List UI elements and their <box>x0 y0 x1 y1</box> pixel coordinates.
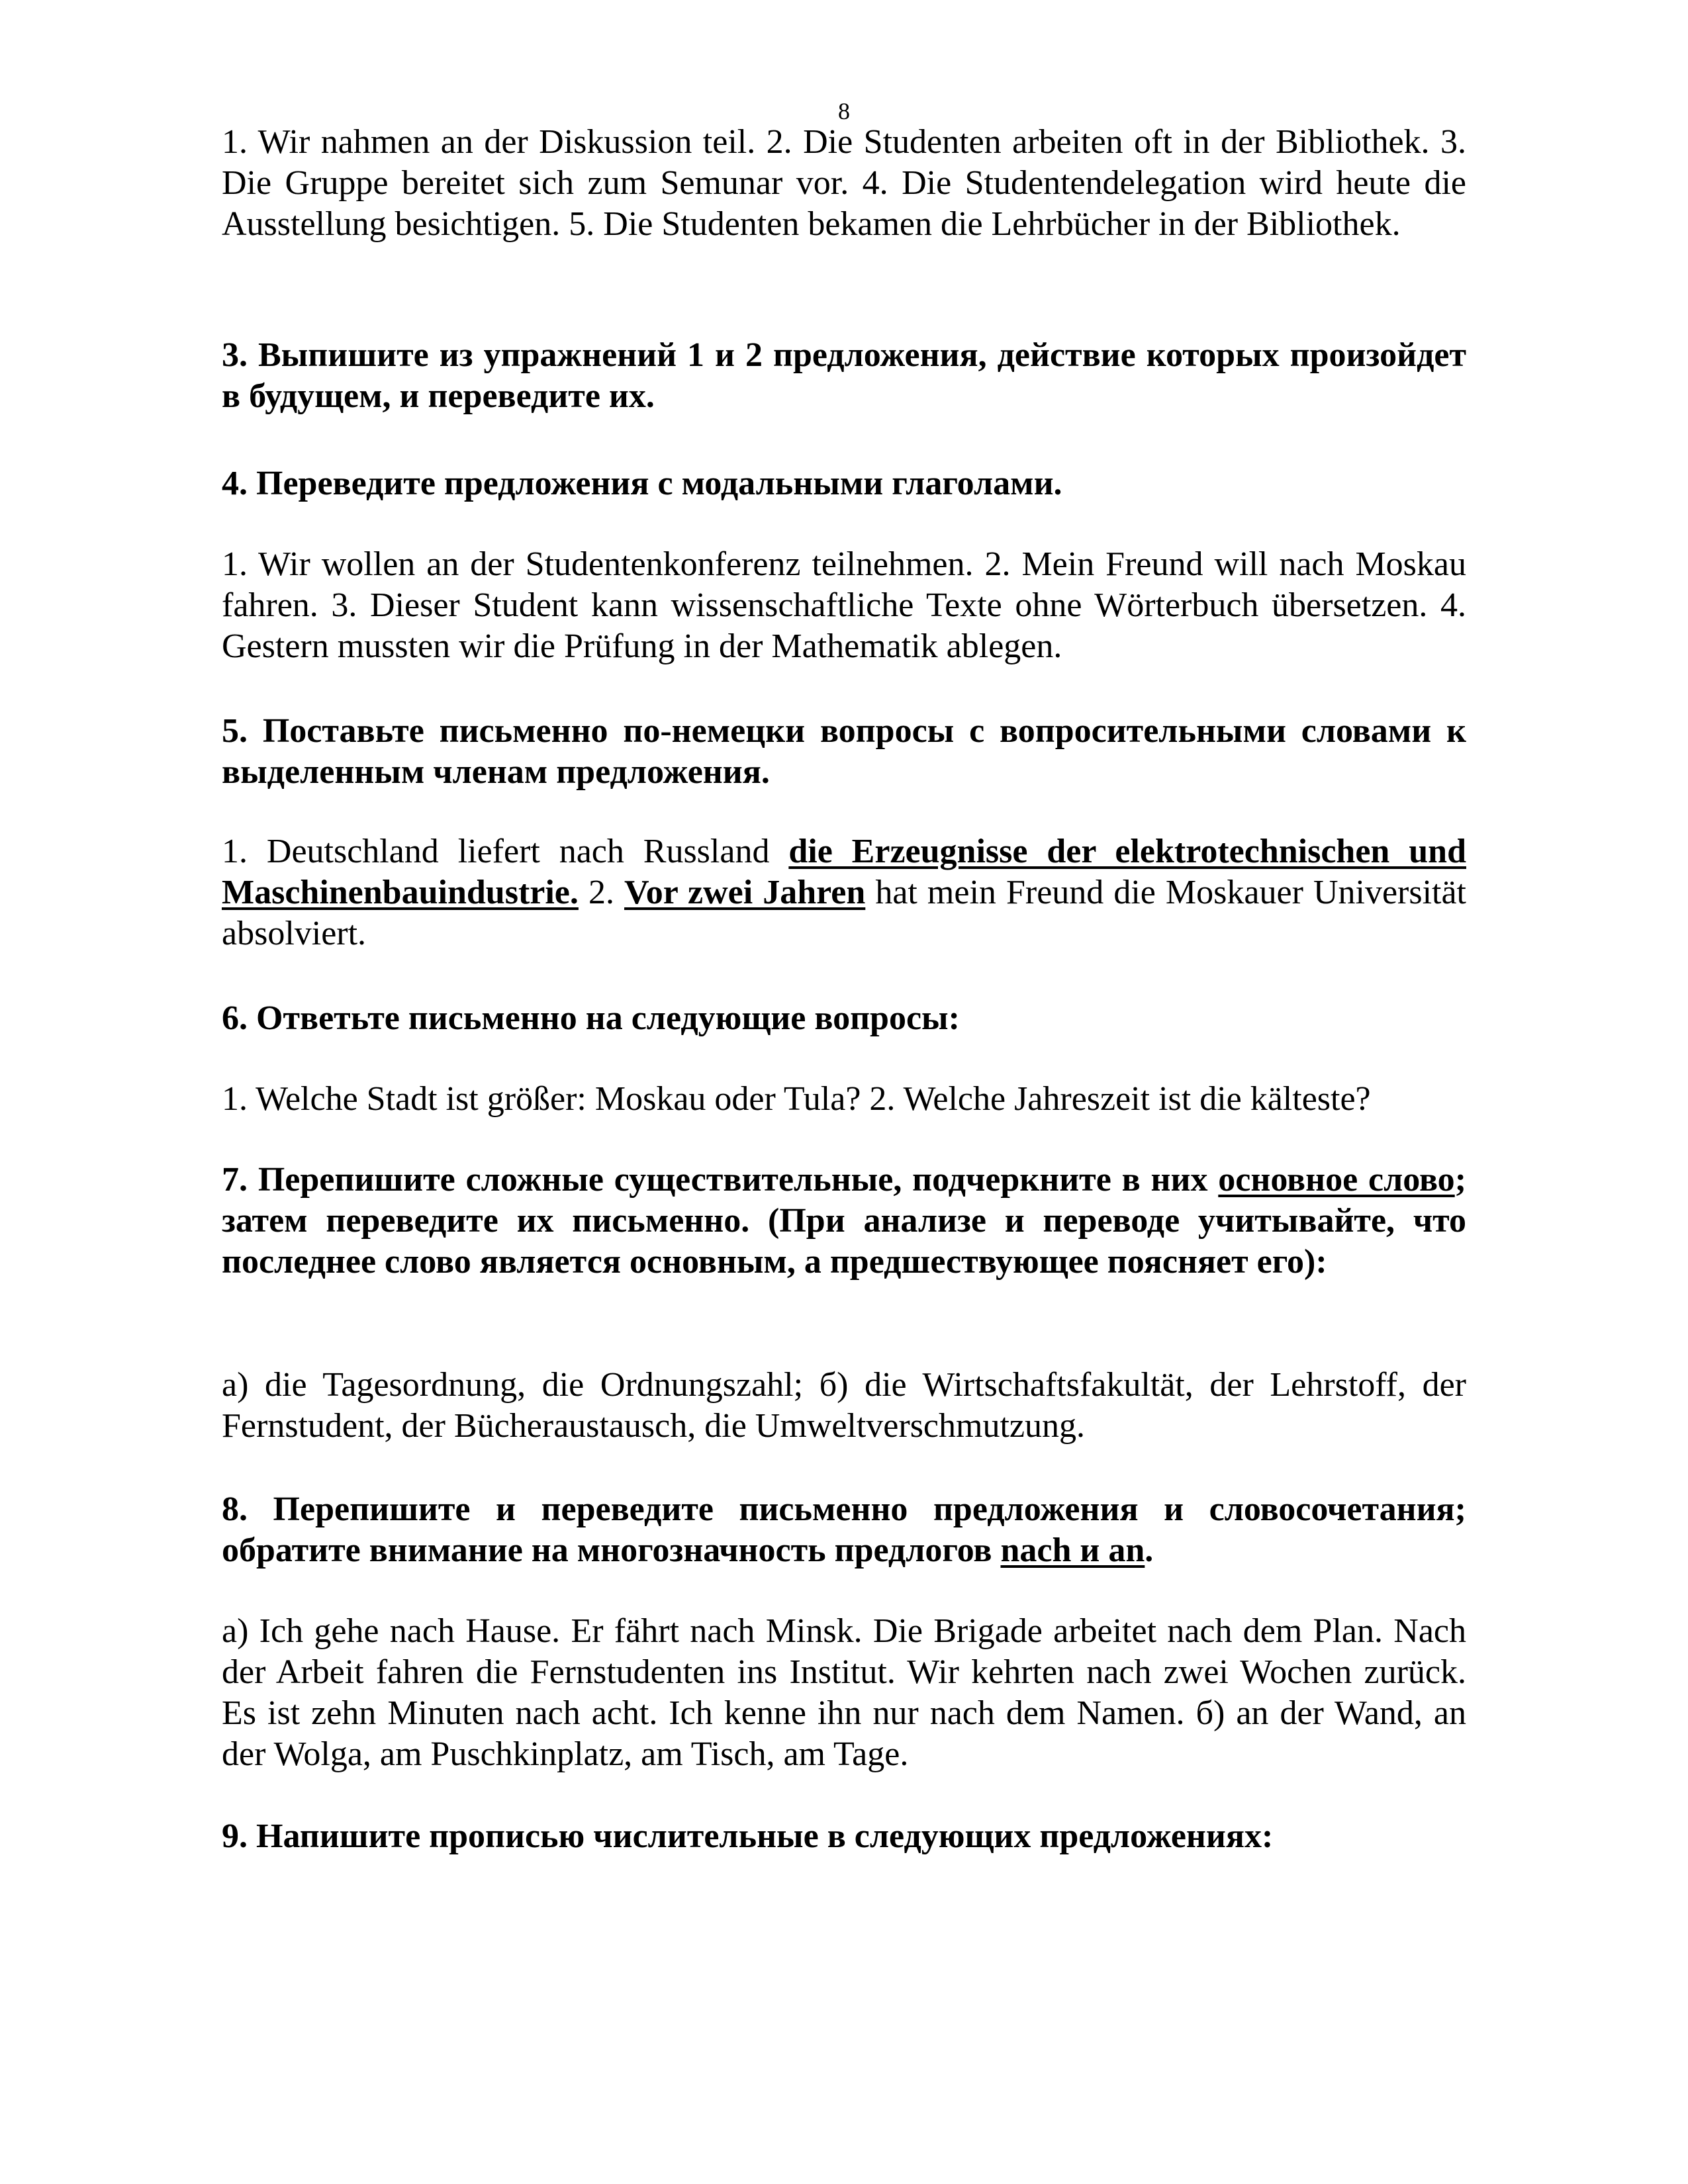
task-4-heading: 4. Переведите предложения с модальными глаголами. <box>222 465 1062 502</box>
task-8-heading <box>222 1489 1466 1571</box>
page-number: 8 <box>838 98 850 124</box>
task-5-text-1: 1. Deutschland liefert nach Russland <box>222 833 770 870</box>
task-8-heading-start: 8. Перепишите и переведите письменно предложения и словосочетания; обратите внимание на многозначность предлогов <box>222 1490 1466 1569</box>
task-7-heading-end: ; затем переведите их письменно. (При анализе и переводе учитывайте, что последнее слово является основным, а предшествующее поясняет его): <box>222 1161 1467 1281</box>
task-3-heading: 3. Выпишите из упражнений 1 и 2 предложения, действие которых произойдет в будущем, и переведите их. <box>222 336 1466 415</box>
exercise-2-sentences: 1. Wir nahmen an der Diskussion teil. 2. Die Studenten arbeiten oft in der Bibliothek. 3. Die Gruppe bereitet sich zum Semunar vor. 4. Die Studentendelegation wird heute die Ausstellung besichtigen. 5. Die Studenten bekamen die Lehrbücher in der Bibliothek. <box>222 123 1466 243</box>
task-8-sentences: a) Ich gehe nach Hause. Er fährt nach Minsk. Die Brigade arbeitet nach dem Plan. Nach der Arbeit fahren die Fernstudenten ins Institut. Wir kehrten nach zwei Wochen zurück. Es ist zehn Minuten nach acht. Ich kenne ihn nur nach dem Namen. б) an der Wand, an der Wolga, am Puschkinplatz, am Tisch, am Tage. <box>222 1612 1466 1773</box>
task-7-heading <box>222 1160 1466 1283</box>
task-8-heading-end: . <box>1145 1531 1154 1569</box>
task-7-heading-underlined: основное слово <box>1218 1161 1455 1199</box>
task-5-sentences <box>222 831 1466 954</box>
task-8-heading-underlined: nach и an <box>1000 1531 1145 1569</box>
task-6-heading: 6. Ответьте письменно на следующие вопросы: <box>222 999 960 1037</box>
task-7-words: а) die Tagesordnung, die Ordnungszahl; б) die Wirtschaftsfakultät, der Lehrstoff, der Fernstudent, der Bücheraustausch, die Umweltverschmutzung. <box>222 1366 1466 1445</box>
task-9-heading: 9. Напишите прописью числительные в следующих предложениях: <box>222 1817 1274 1855</box>
task-5-text-2: 2. <box>588 874 614 911</box>
task-5-heading: 5. Поставьте письменно по-немецки вопросы с вопросительными словами к выделенным членам предложения. <box>222 712 1466 791</box>
task-4-sentences: 1. Wir wollen an der Studentenkonferenz teilnehmen. 2. Mein Freund will nach Moskau fahren. 3. Dieser Student kann wissenschaftliche Texte ohne Wörterbuch übersetzen. 4. Gestern mussten wir die Prüfung in der Mathematik ablegen. <box>222 545 1466 665</box>
task-6-questions: 1. Welche Stadt ist größer: Moskau oder Tula? 2. Welche Jahreszeit ist die kälteste? <box>222 1080 1371 1118</box>
task-5-highlighted-member-2: Vor zwei Jahren <box>624 874 866 911</box>
task-5-text-3: hat mein Freund die Moskauer Universität absolviert. <box>222 874 1466 952</box>
task-5-highlighted-member-1: die Erzeugnisse der elektrotechnischen und Maschinenbauindustrie. <box>222 833 1466 911</box>
task-7-heading-start: 7. Перепишите сложные существительные, подчеркните в них <box>222 1161 1208 1199</box>
